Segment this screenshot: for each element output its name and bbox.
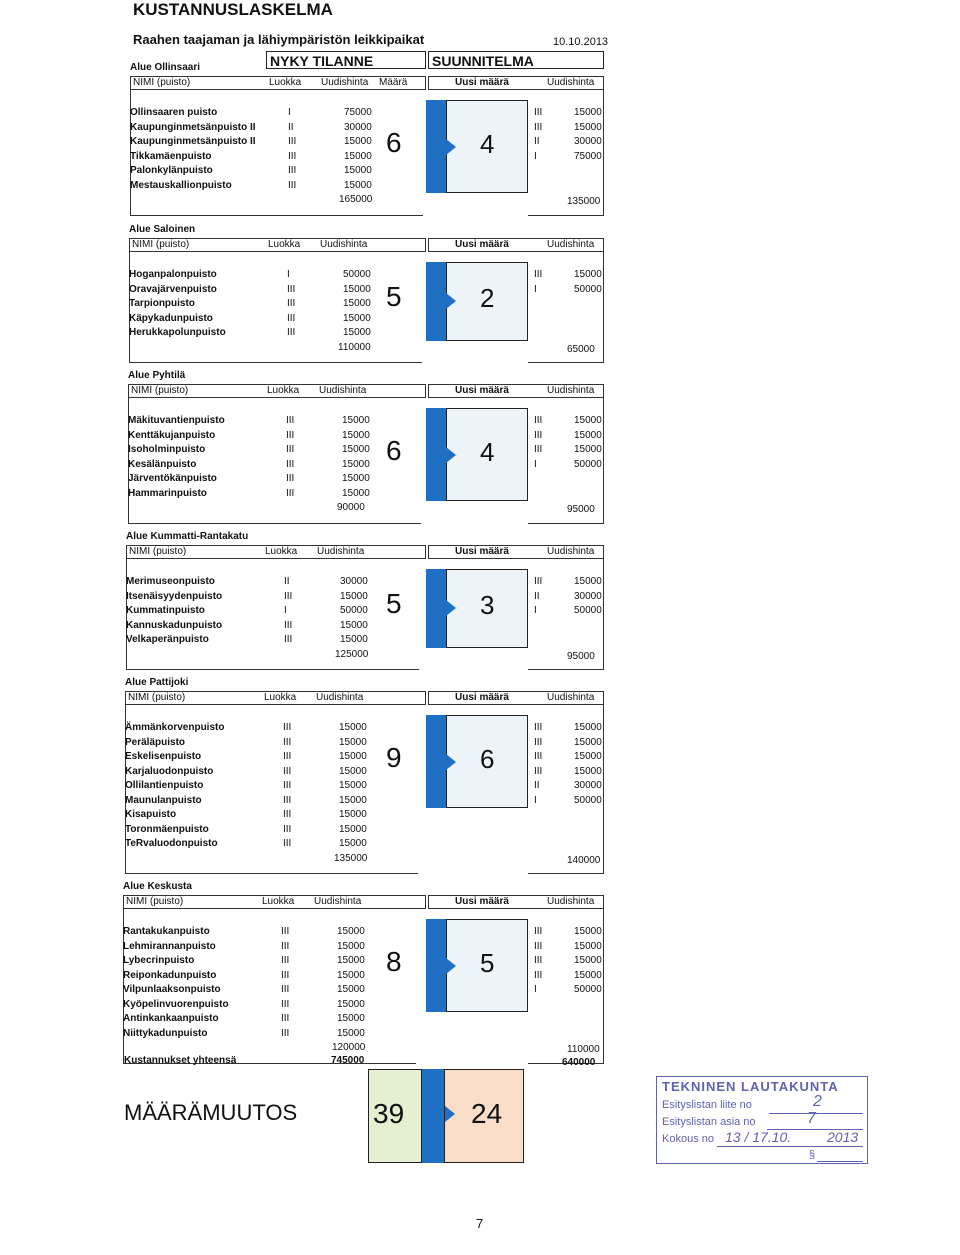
plan-price: 50000 bbox=[574, 794, 602, 806]
park-price: 15000 bbox=[344, 165, 372, 176]
plan-price: 30000 bbox=[574, 780, 602, 791]
park-price: 15000 bbox=[337, 926, 365, 937]
plan-blue-bar bbox=[426, 408, 446, 501]
column-header-left bbox=[128, 384, 426, 398]
park-price: 15000 bbox=[342, 487, 370, 499]
column-amount-header: Määrä bbox=[379, 77, 408, 88]
area-label: Alue Pyhtilä bbox=[128, 370, 186, 381]
column-header-right bbox=[428, 76, 604, 90]
area-total: 120000 bbox=[332, 1042, 366, 1053]
park-price: 15000 bbox=[340, 634, 368, 645]
plan-price: 15000 bbox=[574, 751, 602, 762]
park-class: III bbox=[288, 165, 297, 176]
plan-class: I bbox=[534, 150, 537, 162]
park-name: Ollilantienpuisto bbox=[125, 780, 204, 791]
plan-blue-bar bbox=[426, 919, 446, 1012]
plan-total: 135000 bbox=[567, 196, 601, 207]
document-date: 10.10.2013 bbox=[553, 36, 609, 48]
plan-class: II bbox=[534, 780, 540, 791]
plan-price: 30000 bbox=[574, 136, 602, 147]
plan-price: 50000 bbox=[574, 458, 602, 470]
column-name-header: NIMI (puisto) bbox=[132, 239, 190, 250]
park-class: III bbox=[281, 926, 290, 937]
park-class: III bbox=[281, 1013, 290, 1024]
column-plan-renewal-header: Uudishinta bbox=[547, 896, 595, 907]
plan-price: 15000 bbox=[574, 444, 602, 455]
plan-class: III bbox=[534, 429, 543, 441]
park-class: III bbox=[284, 619, 293, 631]
plan-arrow-icon bbox=[446, 958, 456, 974]
plan-price: 75000 bbox=[574, 150, 602, 162]
plan-price: 30000 bbox=[574, 590, 602, 602]
plan-price: 15000 bbox=[574, 955, 602, 966]
plan-arrow-icon bbox=[446, 447, 456, 463]
current-count: 8 bbox=[386, 945, 402, 977]
park-class: III bbox=[286, 444, 295, 455]
column-new-amount-header: Uusi määrä bbox=[455, 546, 509, 557]
park-name: Kisapuisto bbox=[125, 809, 177, 820]
stamp-line3-year: 2013 bbox=[827, 1129, 859, 1145]
column-renewal-header: Uudishinta bbox=[320, 239, 368, 250]
park-price: 15000 bbox=[339, 736, 367, 748]
park-price: 50000 bbox=[343, 269, 371, 280]
column-plan-renewal-header: Uudishinta bbox=[547, 385, 595, 396]
plan-price: 15000 bbox=[574, 121, 602, 133]
park-name: Oravajärvenpuisto bbox=[129, 283, 217, 295]
column-header-right bbox=[428, 384, 604, 398]
park-price: 15000 bbox=[337, 955, 365, 966]
column-header-left bbox=[130, 76, 426, 90]
park-class: III bbox=[286, 473, 295, 484]
column-class-header: Luokka bbox=[267, 385, 300, 396]
park-price: 15000 bbox=[337, 998, 365, 1010]
park-price: 15000 bbox=[342, 458, 370, 470]
park-class: III bbox=[281, 998, 290, 1010]
column-class-header: Luokka bbox=[269, 77, 302, 88]
park-price: 15000 bbox=[340, 590, 368, 602]
plan-class: II bbox=[534, 590, 540, 602]
stamp-line1-underline bbox=[769, 1113, 863, 1114]
summary-label: MÄÄRÄMUUTOS bbox=[124, 1100, 298, 1125]
area-total: 90000 bbox=[337, 502, 365, 513]
plan-class: III bbox=[534, 926, 543, 937]
park-price: 30000 bbox=[340, 576, 368, 587]
plan-blue-bar bbox=[426, 715, 446, 808]
plan-arrow-icon bbox=[446, 600, 456, 616]
park-name: Lybecrinpuisto bbox=[123, 955, 195, 966]
column-renewal-header: Uudishinta bbox=[317, 546, 365, 557]
park-price: 15000 bbox=[337, 969, 365, 981]
plan-class: III bbox=[534, 969, 543, 981]
summary-blue-bar bbox=[422, 1069, 444, 1163]
plan-class: III bbox=[534, 415, 543, 426]
park-price: 15000 bbox=[337, 940, 365, 952]
summary-plan-box bbox=[444, 1069, 524, 1163]
park-price: 15000 bbox=[339, 722, 367, 733]
park-price: 15000 bbox=[339, 751, 367, 762]
park-name: Palonkylänpuisto bbox=[130, 165, 213, 176]
plan-arrow-icon bbox=[446, 139, 456, 155]
column-new-amount-header: Uusi määrä bbox=[455, 692, 509, 703]
plan-class: III bbox=[534, 955, 543, 966]
park-name: Maunulanpuisto bbox=[125, 794, 202, 806]
totals-plan: 640000 bbox=[562, 1057, 596, 1068]
plan-price: 15000 bbox=[574, 736, 602, 748]
park-class: III bbox=[284, 634, 293, 645]
plan-class: III bbox=[534, 121, 543, 133]
plan-price: 15000 bbox=[574, 722, 602, 733]
column-header-right bbox=[428, 545, 604, 559]
plan-total: 65000 bbox=[567, 343, 595, 355]
area-label: Alue Saloinen bbox=[129, 224, 196, 235]
area-label: Alue Pattijoki bbox=[125, 677, 189, 688]
column-plan-renewal-header: Uudishinta bbox=[547, 239, 595, 250]
header-plan: SUUNNITELMA bbox=[428, 51, 604, 69]
park-class: III bbox=[288, 136, 297, 147]
park-name: Toronmäenpuisto bbox=[125, 823, 209, 835]
area-total: 165000 bbox=[339, 194, 373, 205]
park-class: III bbox=[281, 1027, 290, 1039]
park-name: Isoholminpuisto bbox=[128, 444, 206, 455]
plan-class: II bbox=[534, 136, 540, 147]
park-price: 15000 bbox=[337, 1027, 365, 1039]
park-class: III bbox=[286, 415, 295, 426]
area-label: Alue Ollinsaari bbox=[130, 62, 201, 73]
plan-price: 15000 bbox=[574, 940, 602, 952]
summary-now-box bbox=[368, 1069, 422, 1163]
park-name: Reiponkadunpuisto bbox=[123, 969, 217, 981]
park-name: Eskelisenpuisto bbox=[125, 751, 202, 762]
plan-arrow-icon bbox=[446, 293, 456, 309]
column-name-header: NIMI (puisto) bbox=[126, 896, 184, 907]
stamp-line4: § bbox=[809, 1149, 816, 1161]
park-name: Velkaperänpuisto bbox=[126, 634, 209, 645]
park-price: 50000 bbox=[340, 605, 368, 616]
current-count: 6 bbox=[386, 434, 402, 466]
park-class: I bbox=[284, 605, 287, 616]
plan-class: I bbox=[534, 984, 537, 995]
page-title: KUSTANNUSLASKELMA bbox=[133, 0, 333, 19]
totals-current: 745000 bbox=[331, 1055, 365, 1066]
plan-total: 140000 bbox=[567, 854, 601, 866]
summary-now-count: 39 bbox=[373, 1098, 405, 1129]
area-total: 125000 bbox=[335, 648, 369, 660]
park-class: III bbox=[288, 150, 297, 162]
park-price: 15000 bbox=[343, 327, 371, 338]
park-class: III bbox=[287, 298, 296, 309]
park-class: I bbox=[287, 269, 290, 280]
plan-price: 15000 bbox=[574, 429, 602, 441]
plan-class: III bbox=[534, 576, 543, 587]
plan-blue-bar bbox=[426, 262, 446, 341]
stamp-line1: Esityslistan liite no bbox=[662, 1099, 752, 1111]
park-name: Ämmänkorvenpuisto bbox=[125, 722, 225, 733]
park-class: III bbox=[288, 179, 297, 191]
park-price: 15000 bbox=[339, 823, 367, 835]
park-name: Kummatinpuisto bbox=[126, 605, 205, 616]
park-price: 15000 bbox=[339, 809, 367, 820]
park-price: 15000 bbox=[343, 298, 371, 309]
plan-price: 15000 bbox=[574, 415, 602, 426]
stamp-line3-underline bbox=[717, 1146, 863, 1147]
column-header-left bbox=[125, 691, 426, 705]
page-subtitle: Raahen taajaman ja lähiympäristön leikkipaikat bbox=[133, 32, 425, 47]
new-count: 4 bbox=[480, 436, 495, 467]
park-name: Merimuseonpuisto bbox=[126, 576, 215, 587]
current-count: 5 bbox=[386, 588, 402, 620]
park-name: Hammarinpuisto bbox=[128, 487, 207, 499]
plan-blue-bar bbox=[426, 569, 446, 648]
plan-total: 95000 bbox=[567, 504, 595, 515]
column-new-amount-header: Uusi määrä bbox=[455, 385, 509, 396]
area-label: Alue Keskusta bbox=[123, 881, 192, 892]
current-count: 5 bbox=[386, 281, 402, 313]
new-count: 2 bbox=[480, 283, 495, 314]
plan-price: 15000 bbox=[574, 926, 602, 937]
park-name: Kaupunginmetsänpuisto II bbox=[130, 136, 256, 147]
park-name: Antinkankaanpuisto bbox=[123, 1013, 219, 1024]
current-count: 6 bbox=[386, 126, 402, 158]
park-name: TeRvaluodonpuisto bbox=[125, 838, 218, 849]
plan-class: III bbox=[534, 722, 543, 733]
plan-class: I bbox=[534, 283, 537, 295]
column-name-header: NIMI (puisto) bbox=[133, 77, 191, 88]
plan-price: 50000 bbox=[574, 283, 602, 295]
park-price: 15000 bbox=[337, 984, 365, 995]
header-current-state: NYKY TILANNE bbox=[266, 51, 426, 69]
park-price: 15000 bbox=[342, 473, 370, 484]
park-name: Tikkamäenpuisto bbox=[130, 150, 212, 162]
park-class: I bbox=[288, 107, 291, 118]
park-price: 75000 bbox=[344, 107, 372, 118]
new-count: 5 bbox=[480, 947, 495, 978]
summary-plan-count: 24 bbox=[471, 1098, 503, 1129]
plan-class: III bbox=[534, 444, 543, 455]
column-renewal-header: Uudishinta bbox=[314, 896, 362, 907]
column-class-header: Luokka bbox=[265, 546, 298, 557]
park-price: 15000 bbox=[344, 150, 372, 162]
park-price: 15000 bbox=[342, 444, 370, 455]
column-header-left bbox=[123, 895, 426, 909]
plan-class: III bbox=[534, 736, 543, 748]
totals-label: Kustannukset yhteensä bbox=[124, 1055, 237, 1066]
plan-price: 15000 bbox=[574, 107, 602, 118]
park-price: 15000 bbox=[342, 415, 370, 426]
plan-class: III bbox=[534, 107, 543, 118]
park-name: Karjaluodonpuisto bbox=[125, 765, 214, 777]
park-class: III bbox=[286, 458, 295, 470]
park-class: II bbox=[284, 576, 290, 587]
new-count: 3 bbox=[480, 590, 495, 621]
park-class: III bbox=[284, 590, 293, 602]
area-total: 110000 bbox=[338, 341, 371, 353]
park-price: 15000 bbox=[339, 780, 367, 791]
park-price: 15000 bbox=[339, 765, 367, 777]
column-class-header: Luokka bbox=[262, 896, 295, 907]
column-name-header: NIMI (puisto) bbox=[128, 692, 186, 703]
summary-arrow-icon bbox=[445, 1106, 455, 1122]
park-name: Herukkapolunpuisto bbox=[129, 327, 226, 338]
park-class: III bbox=[287, 312, 296, 324]
park-class: III bbox=[281, 940, 290, 952]
park-name: Rantakukanpuisto bbox=[123, 926, 210, 937]
column-new-amount-header: Uusi määrä bbox=[455, 239, 509, 250]
park-name: Käpykadunpuisto bbox=[129, 312, 213, 324]
area-label: Alue Kummatti-Rantakatu bbox=[126, 531, 249, 542]
column-header-left bbox=[129, 238, 426, 252]
park-name: Kesälänpuisto bbox=[128, 458, 197, 470]
park-name: Ollinsaaren puisto bbox=[130, 107, 218, 118]
page-number: 7 bbox=[476, 1216, 484, 1231]
park-name: Kannuskadunpuisto bbox=[126, 619, 223, 631]
park-class: III bbox=[287, 283, 296, 295]
approval-stamp bbox=[656, 1076, 868, 1164]
new-count: 4 bbox=[480, 128, 495, 159]
park-name: Lehmirannanpuisto bbox=[123, 940, 216, 952]
park-price: 15000 bbox=[337, 1013, 365, 1024]
plan-price: 50000 bbox=[574, 984, 602, 995]
column-renewal-header: Uudishinta bbox=[316, 692, 364, 703]
park-class: III bbox=[283, 722, 292, 733]
column-class-header: Luokka bbox=[264, 692, 297, 703]
park-class: III bbox=[286, 487, 295, 499]
park-name: Niittykadunpuisto bbox=[123, 1027, 208, 1039]
park-price: 15000 bbox=[342, 429, 370, 441]
park-price: 15000 bbox=[339, 794, 367, 806]
new-count: 6 bbox=[480, 743, 495, 774]
stamp-line2-value: 7 bbox=[807, 1110, 816, 1127]
column-plan-renewal-header: Uudishinta bbox=[547, 77, 595, 88]
park-name: Mestauskallionpuisto bbox=[130, 179, 232, 191]
column-name-header: NIMI (puisto) bbox=[129, 546, 187, 557]
plan-price: 50000 bbox=[574, 605, 602, 616]
park-class: III bbox=[283, 823, 292, 835]
column-renewal-header: Uudishinta bbox=[321, 77, 369, 88]
plan-arrow-icon bbox=[446, 754, 456, 770]
column-renewal-header: Uudishinta bbox=[319, 385, 367, 396]
park-name: Vilpunlaaksonpuisto bbox=[123, 984, 221, 995]
area-total: 135000 bbox=[334, 852, 368, 864]
park-price: 15000 bbox=[339, 838, 367, 849]
park-price: 15000 bbox=[340, 619, 368, 631]
park-class: III bbox=[281, 955, 290, 966]
plan-class: III bbox=[534, 751, 543, 762]
stamp-line3-value: 13 / 17.10. bbox=[725, 1129, 792, 1145]
plan-price: 15000 bbox=[574, 269, 602, 280]
column-header-right bbox=[428, 895, 604, 909]
park-price: 15000 bbox=[343, 283, 371, 295]
park-name: Mäkituvantienpuisto bbox=[128, 415, 225, 426]
park-class: III bbox=[286, 429, 295, 441]
column-new-amount-header: Uusi määrä bbox=[455, 77, 509, 88]
column-name-header: NIMI (puisto) bbox=[131, 385, 189, 396]
park-class: III bbox=[283, 736, 292, 748]
plan-class: III bbox=[534, 269, 543, 280]
plan-class: I bbox=[534, 605, 537, 616]
column-header-left bbox=[126, 545, 426, 559]
park-class: III bbox=[281, 969, 290, 981]
park-price: 30000 bbox=[344, 121, 372, 133]
park-class: III bbox=[281, 984, 290, 995]
park-class: III bbox=[287, 327, 296, 338]
park-price: 15000 bbox=[344, 179, 372, 191]
plan-class: I bbox=[534, 458, 537, 470]
plan-class: III bbox=[534, 940, 543, 952]
park-name: Tarpionpuisto bbox=[129, 298, 195, 309]
park-class: III bbox=[283, 809, 292, 820]
park-class: III bbox=[283, 838, 292, 849]
park-class: III bbox=[283, 751, 292, 762]
column-plan-renewal-header: Uudishinta bbox=[547, 692, 595, 703]
park-name: Hoganpalonpuisto bbox=[129, 269, 217, 280]
plan-total: 95000 bbox=[567, 650, 595, 662]
park-class: III bbox=[283, 794, 292, 806]
park-price: 15000 bbox=[343, 312, 371, 324]
column-new-amount-header: Uusi määrä bbox=[455, 896, 509, 907]
park-name: Kenttäkujanpuisto bbox=[128, 429, 216, 441]
park-name: Kaupunginmetsänpuisto II bbox=[130, 121, 256, 133]
stamp-line1-value: 2 bbox=[813, 1093, 822, 1110]
plan-class: I bbox=[534, 794, 537, 806]
park-class: III bbox=[283, 765, 292, 777]
park-name: Järventökänpuisto bbox=[128, 473, 217, 484]
park-name: Itsenäisyydenpuisto bbox=[126, 590, 223, 602]
column-header-right bbox=[428, 238, 604, 252]
plan-class: III bbox=[534, 765, 543, 777]
stamp-line3: Kokous no bbox=[662, 1133, 714, 1145]
stamp-title: TEKNINEN LAUTAKUNTA bbox=[662, 1079, 839, 1094]
column-header-right bbox=[428, 691, 604, 705]
plan-price: 15000 bbox=[574, 576, 602, 587]
current-count: 9 bbox=[386, 741, 402, 773]
park-class: III bbox=[283, 780, 292, 791]
plan-blue-bar bbox=[426, 100, 446, 193]
park-class: II bbox=[288, 121, 294, 133]
plan-price: 15000 bbox=[574, 969, 602, 981]
park-price: 15000 bbox=[344, 136, 372, 147]
park-name: Peräläpuisto bbox=[125, 736, 186, 748]
park-name: Kyöpelinvuorenpuisto bbox=[123, 998, 229, 1010]
plan-total: 110000 bbox=[567, 1044, 600, 1055]
plan-price: 15000 bbox=[574, 765, 602, 777]
column-class-header: Luokka bbox=[268, 239, 301, 250]
stamp-line4-underline bbox=[817, 1161, 863, 1162]
stamp-line2: Esityslistan asia no bbox=[662, 1116, 756, 1128]
column-plan-renewal-header: Uudishinta bbox=[547, 546, 595, 557]
